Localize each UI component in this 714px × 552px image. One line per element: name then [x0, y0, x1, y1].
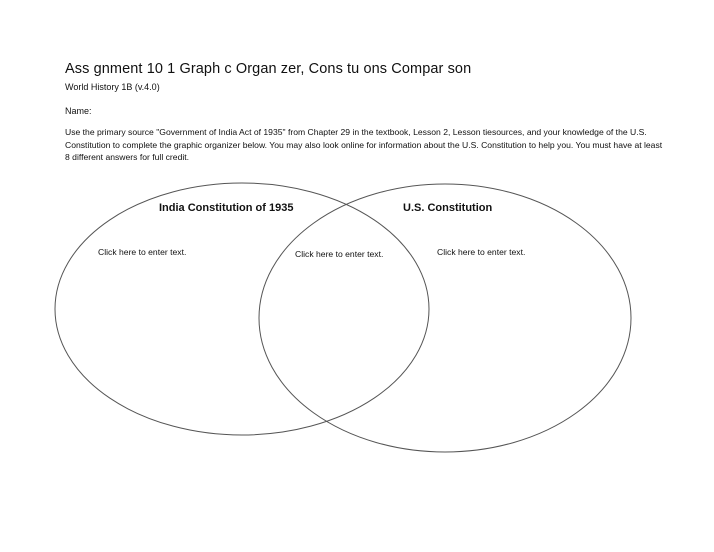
course-subtitle: World History 1B (v.4.0): [65, 82, 160, 92]
right-circle: [259, 184, 631, 452]
india-text-field[interactable]: Click here to enter text.: [98, 247, 187, 257]
us-text-field[interactable]: Click here to enter text.: [437, 247, 526, 257]
instructions-paragraph: Use the primary source "Government of India Act of 1935" from Chapter 29 in the textbook, Lesson 2, Lesson tiesources, and your knowledge of the U.S. Constitution to complete the graphic organizer below. You may also look online for information about the U.S. Constitution to help you. You must have at least 8 different answers for full credit.: [65, 127, 663, 162]
left-circle: [55, 183, 429, 435]
us-constitution-heading: U.S. Constitution: [403, 202, 493, 214]
assignment-title: Ass gnment 10 1 Graph c Organ zer, Cons tu ons Compar son: [65, 61, 472, 77]
india-constitution-heading: India Constitution of 1935: [159, 202, 294, 214]
shared-text-field[interactable]: Click here to enter text.: [295, 249, 384, 259]
name-label: Name:: [65, 106, 92, 116]
